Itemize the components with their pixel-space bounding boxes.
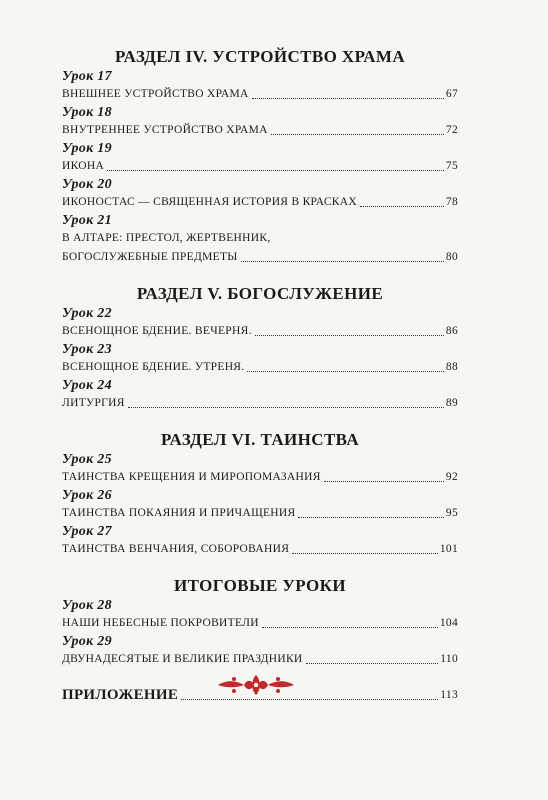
appendix-title: ПРИЛОЖЕНИЕ [62, 687, 179, 703]
lesson-label: Урок 27 [62, 524, 112, 539]
section-title: РАЗДЕЛ IV. УСТРОЙСТВО ХРАМА [114, 47, 406, 66]
toc-entry-title: ВСЕНОЩНОЕ БДЕНИЕ. ВЕЧЕРНЯ. [62, 325, 252, 337]
lesson-label: Урок 21 [62, 213, 112, 228]
dot-leader [324, 481, 444, 482]
toc-section [62, 575, 458, 669]
lesson-label: Урок 19 [62, 141, 112, 156]
toc-section [62, 283, 458, 413]
toc-entry[interactable] [62, 157, 458, 176]
toc-entry[interactable] [62, 322, 458, 341]
toc-entry[interactable] [62, 394, 458, 413]
page-number: 113 [440, 689, 458, 701]
toc-section [62, 429, 458, 559]
toc-entry[interactable] [62, 193, 458, 212]
page-number: 88 [445, 361, 458, 373]
dot-leader [271, 134, 444, 135]
dot-leader [181, 699, 438, 700]
lesson-label: Урок 20 [62, 177, 112, 192]
page-number: 110 [440, 653, 458, 665]
page-number: 75 [445, 160, 458, 172]
page-number: 92 [445, 471, 458, 483]
table-of-contents [62, 46, 458, 705]
dot-leader [298, 517, 443, 518]
section-title: ИТОГОВЫЕ УРОКИ [174, 576, 346, 595]
toc-entry-title: ВНУТРЕННЕЕ УСТРОЙСТВО ХРАМА [62, 124, 268, 136]
toc-entry-title: ЛИТУРГИЯ [62, 397, 125, 409]
dot-leader [241, 261, 444, 262]
page-number: 95 [445, 507, 458, 519]
toc-entry[interactable] [62, 504, 458, 523]
toc-entry[interactable] [62, 248, 458, 267]
lesson-label: Урок 24 [62, 378, 112, 393]
toc-entry-title: БОГОСЛУЖЕБНЫЕ ПРЕДМЕТЫ [62, 251, 238, 263]
dot-leader [306, 663, 439, 664]
dot-leader [262, 627, 438, 628]
lesson-label: Урок 23 [62, 342, 112, 357]
page-number: 86 [445, 325, 458, 337]
dot-leader [247, 371, 443, 372]
toc-entry-title: ДВУНАДЕСЯТЫЕ И ВЕЛИКИЕ ПРАЗДНИКИ [62, 653, 303, 665]
toc-entry-title: НАШИ НЕБЕСНЫЕ ПОКРОВИТЕЛИ [62, 617, 259, 629]
page-number: 67 [445, 88, 458, 100]
page-number: 104 [439, 617, 458, 629]
dot-leader [107, 170, 444, 171]
toc-entry[interactable] [62, 468, 458, 487]
toc-entry[interactable] [62, 85, 458, 104]
decorative-ornament-icon [214, 672, 298, 698]
page-number: 78 [445, 196, 458, 208]
toc-entry-line: В АЛТАРЕ: ПРЕСТОЛ, ЖЕРТВЕННИК, [62, 232, 271, 244]
toc-entry-title: ИКОНА [62, 160, 105, 172]
dot-leader [255, 335, 444, 336]
toc-entry[interactable] [62, 650, 458, 669]
lesson-label: Урок 29 [62, 634, 112, 649]
page-number: 89 [445, 397, 458, 409]
page-number: 72 [445, 124, 458, 136]
section-title: РАЗДЕЛ VI. ТАИНСТВА [160, 430, 360, 449]
toc-entry[interactable] [62, 614, 458, 633]
dot-leader [360, 206, 444, 207]
section-title: РАЗДЕЛ V. БОГОСЛУЖЕНИЕ [136, 284, 384, 303]
lesson-label: Урок 28 [62, 598, 112, 613]
page-number: 101 [439, 543, 458, 555]
lesson-label: Урок 17 [62, 69, 112, 84]
lesson-label: Урок 22 [62, 306, 112, 321]
lesson-label: Урок 26 [62, 488, 112, 503]
toc-entry-title: ИКОНОСТАС — СВЯЩЕННАЯ ИСТОРИЯ В КРАСКАХ [62, 196, 357, 208]
toc-entry-title: ВНЕШНЕЕ УСТРОЙСТВО ХРАМА [62, 88, 249, 100]
toc-section [62, 46, 458, 267]
toc-entry[interactable] [62, 121, 458, 140]
lesson-label: Урок 18 [62, 105, 112, 120]
toc-entry-title: ВСЕНОЩНОЕ БДЕНИЕ. УТРЕНЯ. [62, 361, 245, 373]
toc-entry-title: ТАИНСТВА КРЕЩЕНИЯ И МИРОПОМАЗАНИЯ [62, 471, 321, 483]
dot-leader [128, 407, 444, 408]
toc-entry-title: ТАИНСТВА ПОКАЯНИЯ И ПРИЧАЩЕНИЯ [62, 507, 296, 519]
dot-leader [252, 98, 444, 99]
toc-entry[interactable] [62, 358, 458, 377]
page-number: 80 [445, 251, 458, 263]
toc-entry-title: ТАИНСТВА ВЕНЧАНИЯ, СОБОРОВАНИЯ [62, 543, 290, 555]
toc-entry[interactable] [62, 540, 458, 559]
lesson-label: Урок 25 [62, 452, 112, 467]
dot-leader [292, 553, 438, 554]
